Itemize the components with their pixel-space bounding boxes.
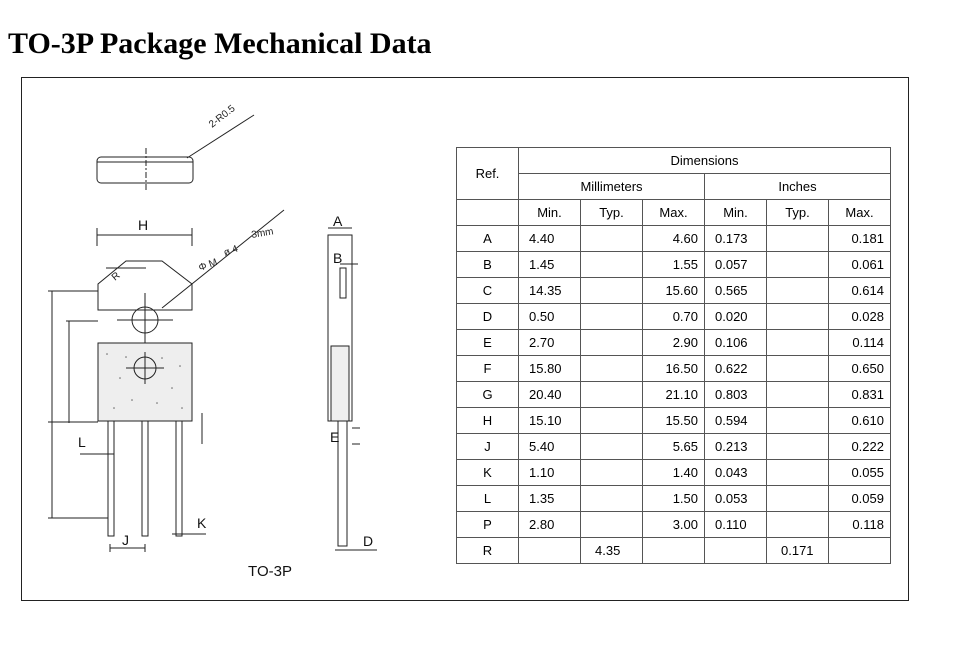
front-view (48, 210, 284, 552)
table-row (457, 226, 891, 252)
in-min-cell: 0.622 (705, 356, 767, 382)
mm-typ-cell: 4.35 (581, 538, 643, 564)
drawing-frame (21, 77, 909, 601)
mm-typ-header: Typ. (581, 200, 643, 226)
header-row-3 (457, 200, 891, 226)
radius-note: 2-R0.5 (207, 103, 238, 131)
in-max-cell: 0.028 (829, 304, 891, 330)
table-row (457, 408, 891, 434)
table-row (457, 356, 891, 382)
millimeters-header: Millimeters (519, 174, 705, 200)
in-typ-cell (767, 512, 829, 538)
in-min-cell: 0.803 (705, 382, 767, 408)
ref-cell: D (457, 304, 519, 330)
mm-max-cell: 0.70 (643, 304, 705, 330)
in-typ-cell (767, 252, 829, 278)
mm-max-cell: 2.90 (643, 330, 705, 356)
package-caption: TO-3P (248, 563, 292, 580)
table-row (457, 512, 891, 538)
mm-min-cell: 2.80 (519, 512, 581, 538)
in-min-cell: 0.213 (705, 434, 767, 460)
mm-min-cell: 1.10 (519, 460, 581, 486)
inches-header: Inches (705, 174, 891, 200)
in-max-cell: 0.061 (829, 252, 891, 278)
side-view (328, 228, 377, 550)
in-max-cell: 0.118 (829, 512, 891, 538)
table-row (457, 278, 891, 304)
mm-min-cell: 14.35 (519, 278, 581, 304)
ref-cell: A (457, 226, 519, 252)
mm-max-cell: 5.65 (643, 434, 705, 460)
in-min-cell: 0.057 (705, 252, 767, 278)
in-max-cell (829, 538, 891, 564)
mm-max-cell: 15.60 (643, 278, 705, 304)
in-min-header: Min. (705, 200, 767, 226)
mm-typ-cell (581, 486, 643, 512)
mm-min-header: Min. (519, 200, 581, 226)
mm-min-cell: 20.40 (519, 382, 581, 408)
in-max-cell: 0.614 (829, 278, 891, 304)
in-min-cell: 0.110 (705, 512, 767, 538)
hole-count-note: ø 4 (222, 243, 240, 259)
mm-max-cell: 4.60 (643, 226, 705, 252)
mm-min-cell (519, 538, 581, 564)
in-min-cell (705, 538, 767, 564)
in-typ-cell (767, 460, 829, 486)
ref-header: Ref. (457, 148, 519, 200)
in-min-cell: 0.043 (705, 460, 767, 486)
ref-cell: F (457, 356, 519, 382)
ref-cell: L (457, 486, 519, 512)
table-row (457, 434, 891, 460)
ref-cell: C (457, 278, 519, 304)
page-title: TO-3P Package Mechanical Data (8, 27, 432, 60)
empty-ref-cell (457, 200, 519, 226)
mm-max-cell (643, 538, 705, 564)
dim-label-a: A (333, 213, 343, 229)
ref-cell: E (457, 330, 519, 356)
in-max-header: Max. (829, 200, 891, 226)
ref-cell: G (457, 382, 519, 408)
hole-note: Φ M (197, 256, 219, 274)
mm-max-cell: 1.40 (643, 460, 705, 486)
top-view (97, 115, 254, 190)
mm-max-cell: 16.50 (643, 356, 705, 382)
mm-max-cell: 15.50 (643, 408, 705, 434)
mm-typ-cell (581, 226, 643, 252)
mm-typ-cell (581, 408, 643, 434)
mm-min-cell: 1.35 (519, 486, 581, 512)
in-typ-cell (767, 408, 829, 434)
in-typ-cell (767, 434, 829, 460)
in-min-cell: 0.053 (705, 486, 767, 512)
mm-min-cell: 15.10 (519, 408, 581, 434)
mm-typ-cell (581, 278, 643, 304)
in-typ-cell: 0.171 (767, 538, 829, 564)
in-typ-cell (767, 486, 829, 512)
ref-cell: J (457, 434, 519, 460)
table-row (457, 486, 891, 512)
dimensions-table-body (457, 226, 891, 564)
in-min-cell: 0.594 (705, 408, 767, 434)
mm-max-header: Max. (643, 200, 705, 226)
r-label: R (109, 270, 123, 284)
mm-min-cell: 1.45 (519, 252, 581, 278)
table-row (457, 460, 891, 486)
dim-label-k: K (197, 515, 207, 531)
table-row (457, 252, 891, 278)
mm-typ-cell (581, 434, 643, 460)
mm-min-cell: 4.40 (519, 226, 581, 252)
in-max-cell: 0.831 (829, 382, 891, 408)
in-max-cell: 0.650 (829, 356, 891, 382)
table-row (457, 330, 891, 356)
ref-cell: K (457, 460, 519, 486)
mm-typ-cell (581, 330, 643, 356)
dim-label-b: B (333, 250, 343, 266)
in-max-cell: 0.610 (829, 408, 891, 434)
mm-typ-cell (581, 382, 643, 408)
mm-typ-cell (581, 304, 643, 330)
mm-typ-cell (581, 460, 643, 486)
dim-label-h: H (138, 217, 149, 233)
in-typ-cell (767, 382, 829, 408)
in-typ-cell (767, 304, 829, 330)
dim-label-l: L (78, 434, 86, 450)
ref-cell: B (457, 252, 519, 278)
header-row-2 (457, 174, 891, 200)
mm-min-cell: 2.70 (519, 330, 581, 356)
mm-max-cell: 3.00 (643, 512, 705, 538)
dim-label-e: E (330, 429, 340, 445)
dim-label-j: J (122, 532, 129, 548)
in-typ-cell (767, 330, 829, 356)
in-max-cell: 0.222 (829, 434, 891, 460)
mm-max-cell: 1.55 (643, 252, 705, 278)
depth-note: 3mm (250, 226, 275, 241)
mm-min-cell: 0.50 (519, 304, 581, 330)
mm-typ-cell (581, 356, 643, 382)
package-outline-drawing (22, 78, 452, 598)
table-row (457, 304, 891, 330)
in-typ-cell (767, 278, 829, 304)
dimensions-header: Dimensions (519, 148, 891, 174)
in-min-cell: 0.020 (705, 304, 767, 330)
in-min-cell: 0.565 (705, 278, 767, 304)
ref-cell: H (457, 408, 519, 434)
in-min-cell: 0.106 (705, 330, 767, 356)
in-typ-cell (767, 226, 829, 252)
mm-max-cell: 21.10 (643, 382, 705, 408)
ref-cell: R (457, 538, 519, 564)
mm-min-cell: 15.80 (519, 356, 581, 382)
in-typ-header: Typ. (767, 200, 829, 226)
in-max-cell: 0.181 (829, 226, 891, 252)
table-row (457, 538, 891, 564)
mm-typ-cell (581, 252, 643, 278)
mm-min-cell: 5.40 (519, 434, 581, 460)
table-row (457, 382, 891, 408)
dimensions-table (456, 147, 891, 564)
ref-cell: P (457, 512, 519, 538)
in-max-cell: 0.114 (829, 330, 891, 356)
in-min-cell: 0.173 (705, 226, 767, 252)
in-typ-cell (767, 356, 829, 382)
dim-label-d: D (363, 533, 374, 549)
mm-typ-cell (581, 512, 643, 538)
in-max-cell: 0.059 (829, 486, 891, 512)
header-row-1 (457, 148, 891, 174)
in-max-cell: 0.055 (829, 460, 891, 486)
mm-max-cell: 1.50 (643, 486, 705, 512)
